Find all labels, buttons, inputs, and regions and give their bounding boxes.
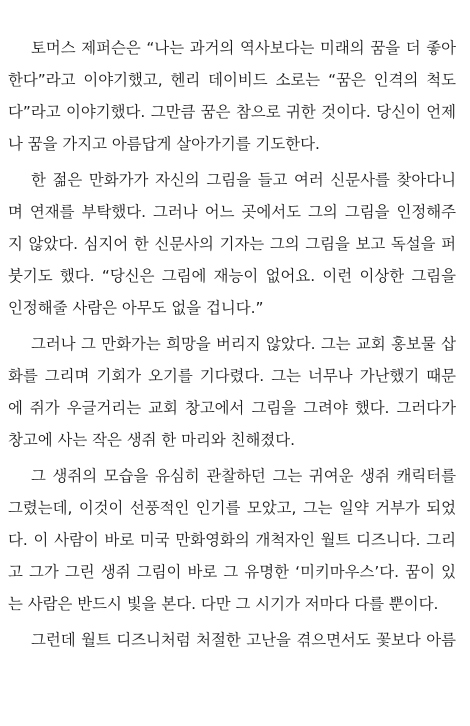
text-line: 며 연재를 부탁했다. 그러나 어느 곳에서도 그의 그림을 인정해주 <box>8 203 456 221</box>
text-line: 나 꿈을 가지고 아름답게 살아가기를 기도한다. <box>8 135 320 153</box>
text-line: 그러나 그 만화가는 희망을 버리지 않았다. 그는 교회 홍보물 삽 <box>31 335 456 353</box>
text-line: 한 젊은 만화가가 자신의 그림을 들고 여러 신문사를 찾아다니 <box>31 171 456 189</box>
text-line: 그렸는데, 이것이 선풍적인 인기를 모았고, 그는 일약 거부가 되었 <box>8 499 456 517</box>
paragraph-5 <box>8 624 456 656</box>
text-line: 그런데 월트 디즈니처럼 처절한 고난을 겪으면서도 꽃보다 아름 <box>31 631 456 649</box>
text-line: 창고에 사는 작은 생쥐 한 마리와 친해졌다. <box>8 431 295 449</box>
text-line: 화를 그리며 기회가 오기를 기다렸다. 그는 너무나 가난했기 때문 <box>8 367 456 385</box>
text-line: 인정해줄 사람은 아무도 없을 겁니다.” <box>8 299 264 317</box>
text-line: 다”라고 이야기했다. 그만큼 꿈은 참으로 귀한 것이다. 당신이 언제 <box>8 103 456 121</box>
paragraph-3 <box>8 328 456 456</box>
text-line: 고 그가 그린 생쥐 그림이 바로 그 유명한 ‘미키마우스’다. 꿈이 있 <box>8 563 456 581</box>
text-line: 는 사람은 반드시 빛을 본다. 다만 그 시기가 저마다 다를 뿐이다. <box>8 595 439 613</box>
text-line: 다. 이 사람이 바로 미국 만화영화의 개척자인 월트 디즈니다. 그리 <box>8 531 456 549</box>
paragraph-4 <box>8 460 456 620</box>
text-line: 한다”라고 이야기했고, 헨리 데이비드 소로는 “꿈은 인격의 척도 <box>8 71 456 89</box>
text-line: 붓기도 했다. “당신은 그림에 재능이 없어요. 이런 이상한 그림을 <box>8 267 456 285</box>
text-line: 그 생쥐의 모습을 유심히 관찰하던 그는 귀여운 생쥐 캐릭터를 <box>31 467 456 485</box>
paragraph-1 <box>8 32 456 160</box>
text-line: 토머스 제퍼슨은 “나는 과거의 역사보다는 미래의 꿈을 더 좋아 <box>31 39 456 57</box>
text-line: 지 않았다. 심지어 한 신문사의 기자는 그의 그림을 보고 독설을 퍼 <box>8 235 456 253</box>
text-line: 에 쥐가 우글거리는 교회 창고에서 그림을 그려야 했다. 그러다가 <box>8 399 456 417</box>
paragraph-2 <box>8 164 456 324</box>
